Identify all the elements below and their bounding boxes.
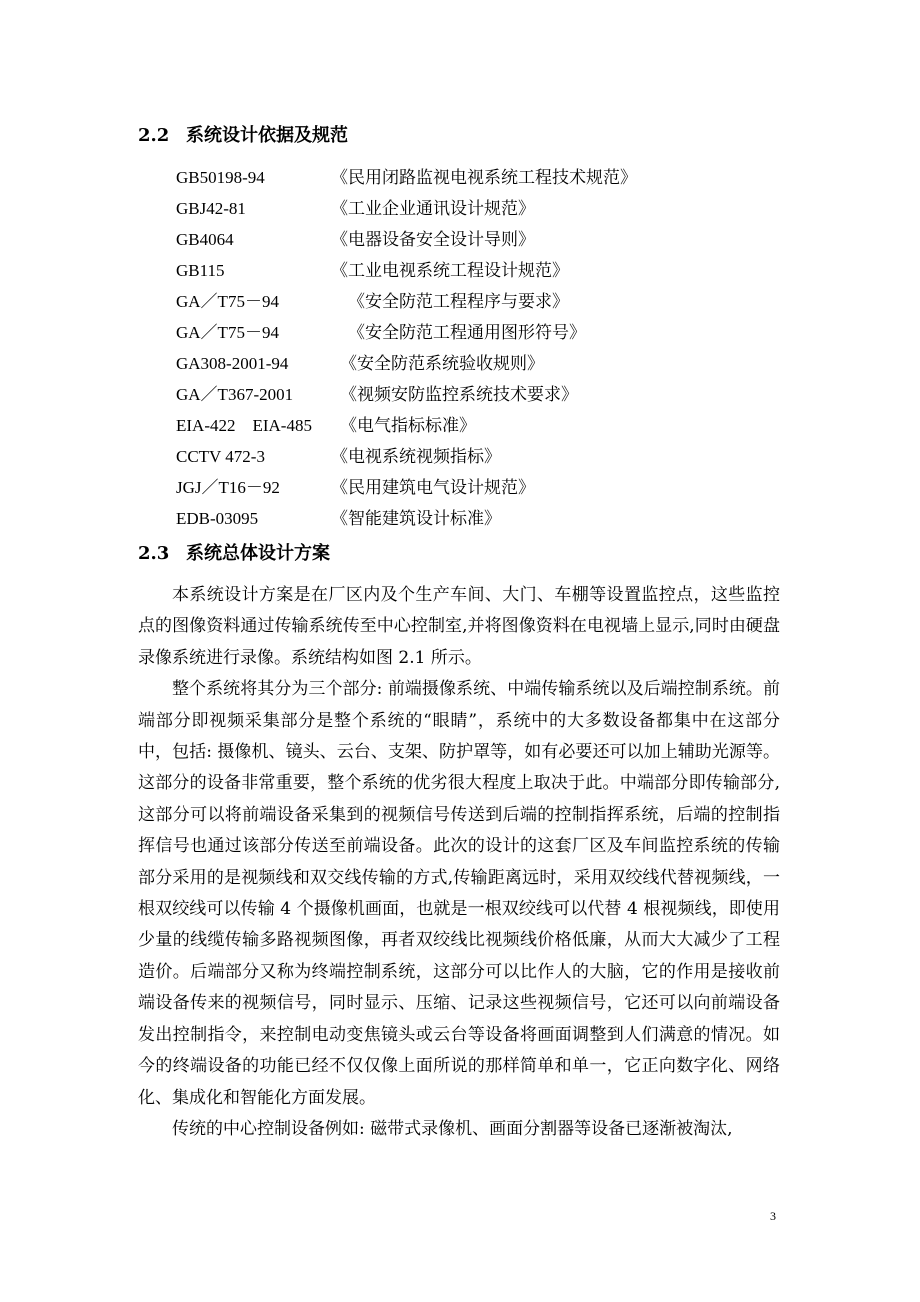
standard-title: 《工业电视系统工程设计规范》 (331, 261, 569, 281)
standard-title: 《电气指标标准》 (340, 416, 476, 436)
page-number: 3 (770, 1209, 776, 1223)
standard-code: GB115 (176, 261, 225, 280)
standard-title: 《安全防范工程程序与要求》 (348, 292, 569, 312)
standard-code: GBJ42-81 (176, 199, 246, 218)
standard-code: GA308-2001-94 (176, 354, 289, 373)
standard-row (176, 197, 796, 228)
standard-title: 《工业企业通讯设计规范》 (331, 199, 535, 219)
standard-row (176, 352, 796, 383)
standard-code: GA／T75－94 (176, 323, 279, 342)
standard-row (176, 414, 796, 445)
standard-code: EIA-422 EIA-485 (176, 416, 312, 435)
standard-title: 《视频安防监控系统技术要求》 (340, 385, 578, 405)
standard-title: 《电器设备安全设计导则》 (331, 230, 535, 250)
standard-code: EDB-03095 (176, 509, 259, 528)
body-text (138, 580, 780, 1145)
paragraph: 传统的中心控制设备例如: 磁带式录像机、画面分割器等设备已逐渐被淘汰, (172, 1118, 733, 1139)
standard-code: JGJ／T16－92 (176, 478, 280, 497)
standard-row (176, 383, 796, 414)
standard-code: GB4064 (176, 230, 234, 249)
standard-title: 《安全防范系统验收规则》 (340, 354, 544, 374)
standard-row (176, 476, 796, 507)
standard-code: GA／T75－94 (176, 292, 279, 311)
section-heading-2-2 (138, 125, 348, 147)
standard-title: 《民用闭路监视电视系统工程技术规范》 (331, 168, 637, 188)
standard-code: GA／T367-2001 (176, 385, 294, 404)
section-number: 2.3 (138, 543, 170, 564)
paragraph: 整个系统将其分为三个部分: 前端摄像系统、中端传输系统以及后端控制系统。前端部分即视频采集部分是整个系统的“眼睛”，系统中的大多数设备都集中在这部分中，包括: 摄像机、镜头、云台、支架、防护罩等，如有必要还可以加上辅助光源等。这部分的设备非常重要，整个系统的优劣很大程度上取决于此。中端部分即传输部分,这部分可以将前端设备采集到的视频信号传送到后端的控制指挥系统，后端的控制指挥信号也通过该部分传送至前端设备。此次的设计的这套厂区及车间监控系统的传输部分采用的是视频线和双交线传输的方式,传输距离远时，采用双绞线代替视频线，一根双绞线可以传输 4 个摄像机画面，也就是一根双绞线可以代替 4 根视频线，即使用少量的线缆传输多路视频图像，再者双绞线比视频线价格低廉，从而大大减少了工程造价。后端部分又称为终端控制系统，这部分可以比作人的大脑，它的作用是接收前端设备传来的视频信号，同时显示、压缩、记录这些视频信号，它还可以向前端设备发出控制指令，来控制电动变焦镜头或云台等设备将画面调整到人们满意的情况。如今的终端设备的功能已经不仅仅像上面所说的那样简单和单一，它正向数字化、网络化、集成化和智能化方面发展。 (138, 679, 780, 1108)
section-heading-2-3 (138, 543, 330, 565)
section-title: 系统总体设计方案 (186, 543, 330, 564)
section-number: 2.2 (138, 125, 170, 146)
standard-code: CCTV 472-3 (176, 447, 265, 466)
standard-row (176, 507, 796, 538)
section-title: 系统设计依据及规范 (186, 125, 348, 146)
standard-title: 《智能建筑设计标准》 (331, 509, 501, 529)
standard-row (176, 290, 796, 321)
standard-row (176, 445, 796, 476)
standard-code: GB50198-94 (176, 168, 265, 187)
standard-title: 《电视系统视频指标》 (331, 447, 501, 467)
standards-list (176, 166, 796, 538)
paragraph: 本系统设计方案是在厂区内及个生产车间、大门、车棚等设置监控点，这些监控点的图像资料通过传输系统传至中心控制室,并将图像资料在电视墙上显示,同时由硬盘录像系统进行录像。系统结构如图 2.1 所示。 (138, 585, 780, 668)
standard-row (176, 259, 796, 290)
standard-title: 《民用建筑电气设计规范》 (331, 478, 535, 498)
standard-row (176, 228, 796, 259)
standard-title: 《安全防范工程通用图形符号》 (348, 323, 586, 343)
standard-row (176, 166, 796, 197)
standard-row (176, 321, 796, 352)
